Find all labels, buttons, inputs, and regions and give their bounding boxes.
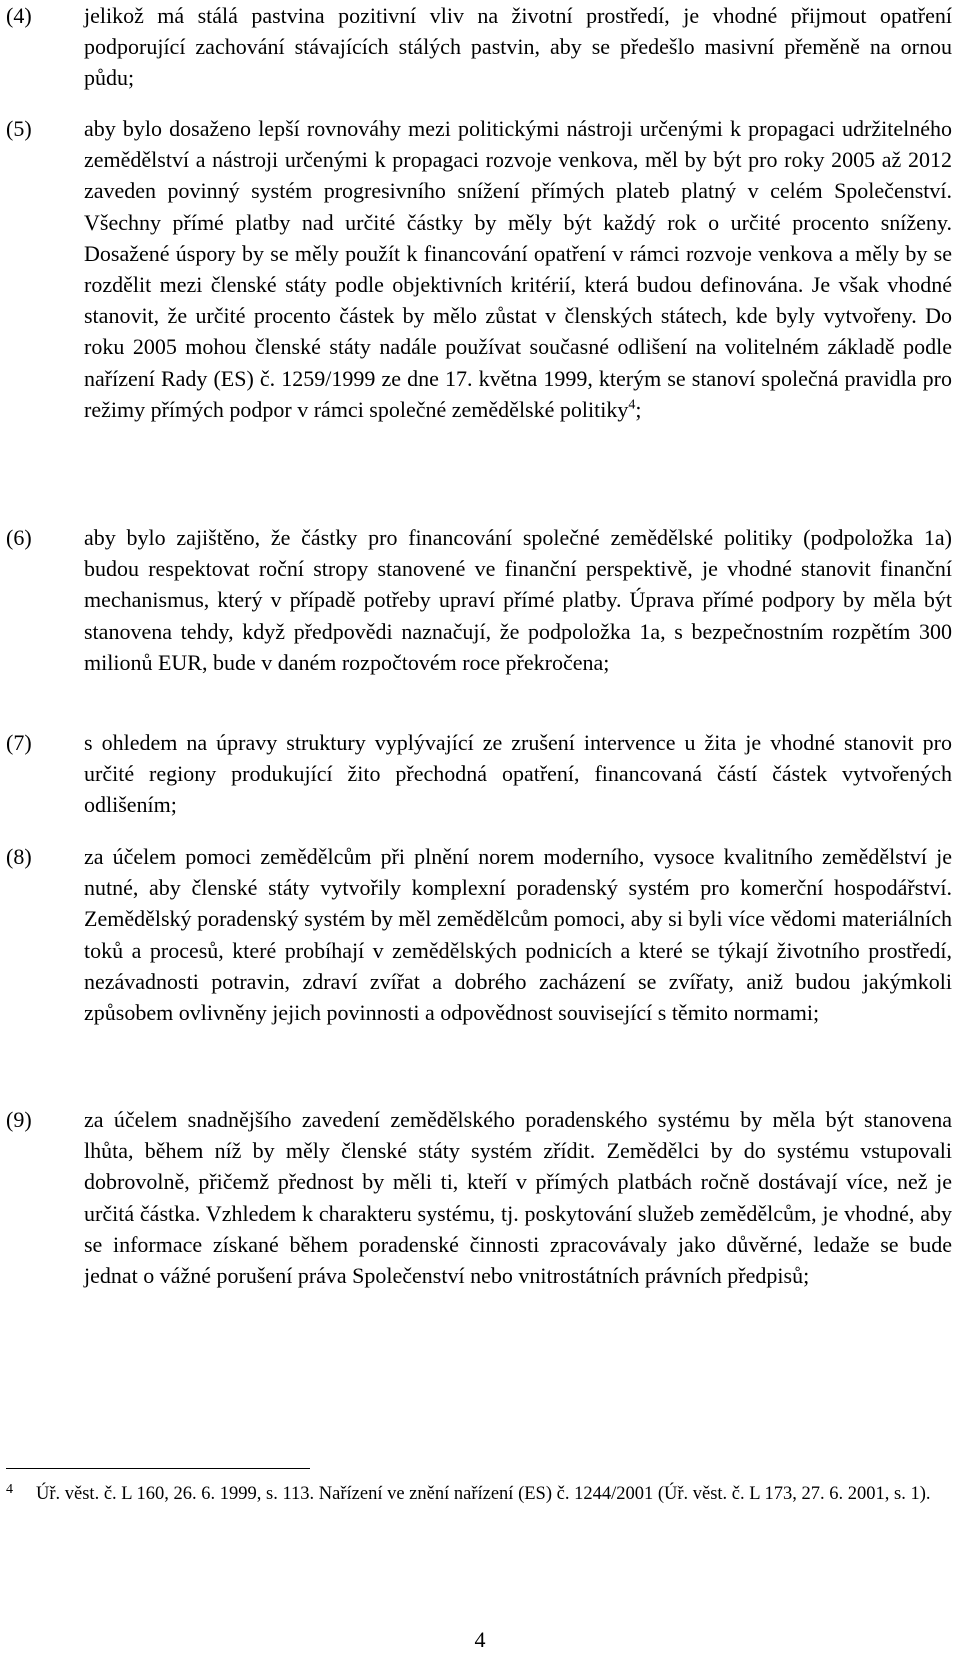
paragraph-number: (6) — [6, 525, 32, 550]
footnote-text: Úř. věst. č. L 160, 26. 6. 1999, s. 113. Nařízení ve znění nařízení (ES) č. 1244/2001 (Úř. věst. č. L 173, 27. 6. 2001, s. 1). — [36, 1484, 931, 1504]
footnote-reference[interactable]: 4 — [628, 397, 636, 413]
footnote-number: 4 — [6, 1482, 13, 1497]
paragraph-text: s ohledem na úpravy struktury vyplývající ze zrušení intervence u žita je vhodné stanovit pro určité regiony produkující žito přechodná opatření, financovaná částí částek vytvořených odlišením; — [84, 730, 952, 818]
paragraph-4 — [6, 0, 952, 94]
paragraph-text: aby bylo zajištěno, že částky pro financování společné zemědělské politiky (podpoložka 1a) budou respektovat roční stropy stanovené ve finanční perspektivě, je vhodné stanovit finanční mechanismus, který v případě potřeby upraví přímé platby. Úprava přímé podpory by měla být stanovena tehdy, když předpovědi naznačují, že podpoložka 1a, s bezpečnostním rozpětím 300 milionů EUR, bude v daném rozpočtovém roce překročena; — [84, 525, 952, 675]
paragraph-5 — [6, 113, 952, 425]
paragraph-text-main: aby bylo dosaženo lepší rovnováhy mezi politickými nástroji určenými k propagaci udržitelného zemědělství a nástroji určenými k propagaci rozvoje venkova, měl by být pro roky 2005 až 2012 zaveden povinný systém progresivního snížení přímých plateb platný v celém Společenství. Všechny přímé platby nad určité částky by měly být každý rok o určité procento sníženy. Dosažené úspory by se měly použít k financování opatření v rámci rozvoje venkova a měly by se rozdělit mezi členské státy podle objektivních kritérií, která budou definována. Je však vhodné stanovit, že určité procento částek by mělo zůstat v členských státech, kde byly vytvořeny. Do roku 2005 mohou členské státy nadále používat současné odlišení na volitelném základě podle nařízení Rady (ES) č. 1259/1999 ze dne 17. května 1999, kterým se stanoví společná pravidla pro režimy přímých podpor v rámci společné zemědělské politiky — [84, 116, 952, 422]
paragraph-number: (8) — [6, 844, 32, 869]
paragraph-6 — [6, 522, 952, 678]
paragraph-7 — [6, 727, 952, 821]
paragraph-number: (9) — [6, 1107, 32, 1132]
paragraph-text: jelikož má stálá pastvina pozitivní vliv na životní prostředí, je vhodné přijmout opatření podporující zachování stávajících stálých pastvin, aby se předešlo masivní přeměně na ornou půdu; — [84, 3, 952, 91]
paragraph-8 — [6, 841, 952, 1028]
paragraph-text-end: ; — [635, 396, 642, 422]
footnote-separator — [6, 1468, 310, 1469]
footnote — [6, 1480, 952, 1509]
page-number: 4 — [474, 1627, 486, 1652]
paragraph-number: (4) — [6, 3, 32, 28]
paragraph-text: za účelem snadnějšího zavedení zemědělského poradenského systému by měla být stanovena lhůta, během níž by měly členské státy systém zřídit. Zemědělci by do systému vstupovali dobrovolně, přičemž přednost by měli ti, kteří v přímých platbách ročně dostávají více, než je určitá částka. Vzhledem k charakteru systému, tj. poskytování služeb zemědělcům, je vhodné, aby se informace získané během poradenské činnosti zpracovávaly jako důvěrné, ledaže se bude jednat o vážné porušení práva Společenství nebo vnitrostátních právních předpisů; — [84, 1107, 952, 1289]
paragraph-number: (7) — [6, 730, 32, 755]
paragraph-number: (5) — [6, 116, 32, 141]
paragraph-9 — [6, 1104, 952, 1291]
paragraph-text — [84, 113, 952, 425]
paragraph-text: za účelem pomoci zemědělcům při plnění norem moderního, vysoce kvalitního zemědělství je nutné, aby členské státy vytvořily komplexní poradenský systém pro komerční hospodářství. Zemědělský poradenský systém by měl zemědělcům pomoci, aby si byli více vědomi materiálních toků a procesů, které probíhají v zemědělských podnicích a které se týkají životního prostředí, nezávadnosti potravin, zdraví zvířat a dobrého zacházení se zvířaty, aniž budou jakýmkoli způsobem ovlivněny jejich povinnosti a odpovědnost související s těmito normami; — [84, 844, 952, 1026]
